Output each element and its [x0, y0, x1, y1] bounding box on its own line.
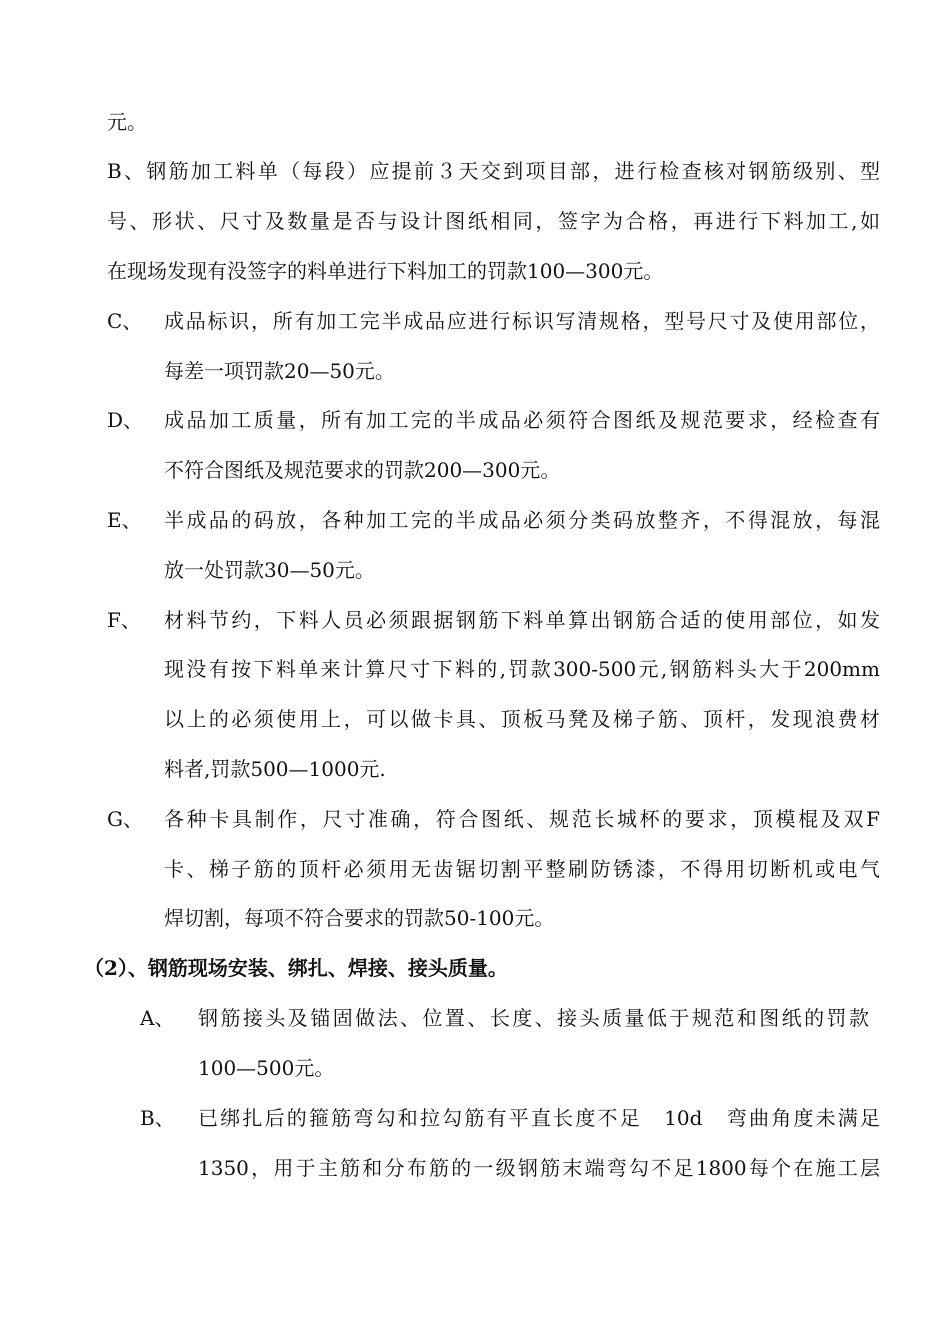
- list-item-text: 材料节约，下料人员必须跟据钢筋下料单算出钢筋合适的使用部位，如发: [164, 608, 880, 632]
- list-item-text: 成品加工质量，所有加工完的半成品必须符合图纸及规范要求，经检查有: [164, 408, 880, 432]
- section-heading: （2）、钢筋现场安装、绑扎、焊接、接头质量。: [84, 956, 508, 980]
- list-item-text: 现没有按下料单来计算尺寸下料的,罚款300-500元,钢筋料头大于200mm: [164, 657, 880, 681]
- list-item-text: 焊切割，每项不符合要求的罚款50-100元。: [164, 906, 555, 930]
- list-item-text: 已绑扎后的箍筋弯勾和拉勾筋有平直长度不足 10d 弯曲角度未满足: [198, 1106, 880, 1130]
- list-item-text: 半成品的码放，各种加工完的半成品必须分类码放整齐，不得混放，每混: [164, 508, 880, 532]
- list-item-text: 不符合图纸及规范要求的罚款200—300元。: [164, 458, 561, 482]
- list-item-text: 各种卡具制作，尺寸准确，符合图纸、规范长城杯的要求，顶模棍及双F: [164, 807, 880, 831]
- paragraph-line: B、钢筋加工料单（每段）应提前３天交到项目部，进行检查核对钢筋级别、型: [107, 159, 880, 183]
- list-item-text: 1350，用于主筋和分布筋的一级钢筋末端弯勾不足1800每个在施工层: [198, 1156, 880, 1180]
- list-item-text: 钢筋接头及锚固做法、位置、长度、接头质量低于规范和图纸的罚款: [198, 1006, 869, 1030]
- list-item-text: 以上的必须使用上，可以做卡具、顶板马凳及梯子筋、顶杆，发现浪费材: [164, 707, 880, 731]
- list-label: B、: [140, 1106, 175, 1130]
- paragraph-line: 元。: [107, 110, 147, 134]
- list-item-text: 放一处罚款30—50元。: [164, 558, 375, 582]
- list-item-text: 成品标识，所有加工完半成品应进行标识写清规格，型号尺寸及使用部位，: [164, 309, 880, 333]
- list-label: D、: [107, 408, 144, 432]
- list-label: A、: [140, 1006, 175, 1030]
- list-item-text: 每差一项罚款20—50元。: [164, 359, 395, 383]
- list-label: C、: [107, 309, 143, 333]
- paragraph-line: 在现场发现有没签字的料单进行下料加工的罚款100—300元。: [107, 259, 664, 283]
- list-label: G、: [107, 807, 143, 831]
- list-item-text: 料者,罚款500—1000元.: [164, 757, 386, 781]
- list-item-text: 100—500元。: [198, 1056, 335, 1080]
- list-label: E、: [107, 508, 142, 532]
- list-label: F、: [107, 608, 141, 632]
- list-item-text: 卡、梯子筋的顶杆必须用无齿锯切割平整刷防锈漆，不得用切断机或电气: [164, 857, 880, 881]
- paragraph-line: 号、形状、尺寸及数量是否与设计图纸相同，签字为合格，再进行下料加工,如: [107, 209, 880, 233]
